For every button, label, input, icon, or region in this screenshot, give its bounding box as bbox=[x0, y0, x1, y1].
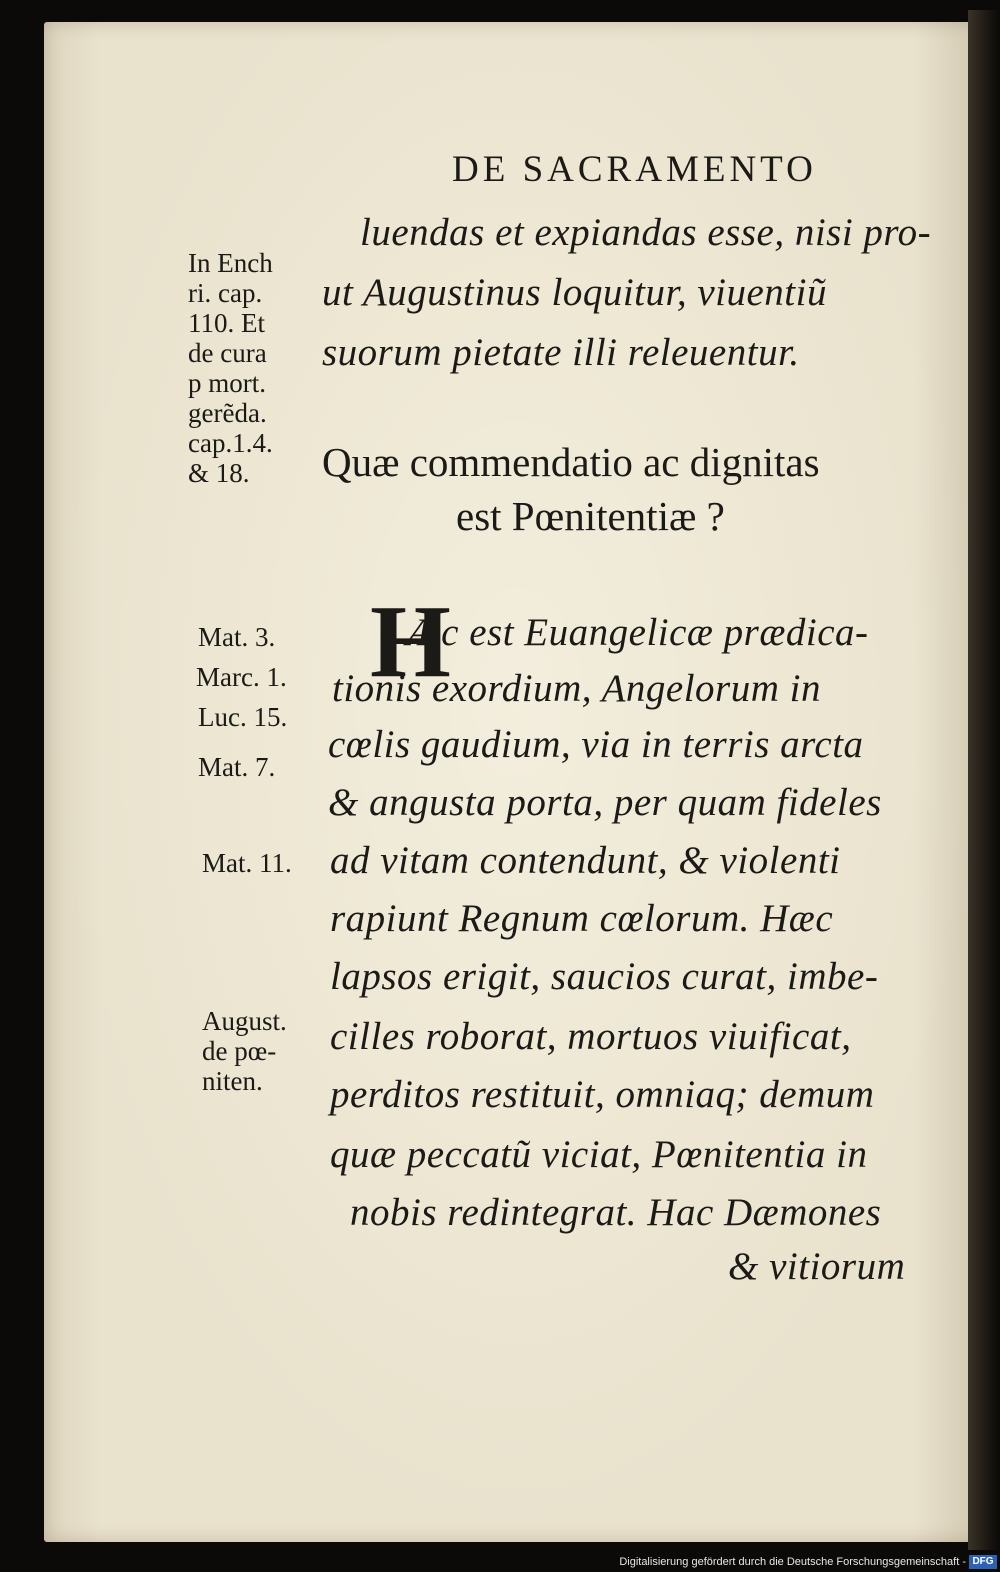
marginal-note-luc15: Luc. 15. bbox=[198, 702, 288, 732]
text-line: ad vitam contendunt, & violenti bbox=[330, 839, 841, 882]
section-heading-line2: est Pœnitentiæ ? bbox=[456, 493, 725, 539]
footer-text: Digitalisierung gefördert durch die Deutsche Forschungsgemeinschaft - bbox=[619, 1556, 966, 1568]
catchword: & vitiorum bbox=[728, 1245, 906, 1288]
marginal-note-mat7: Mat. 7. bbox=[198, 752, 276, 782]
text-line: suorum pietate illi releuentur. bbox=[322, 331, 800, 374]
text-line: quæ peccatũ viciat, Pœnitentia in bbox=[330, 1133, 868, 1176]
book-edge-shadow bbox=[968, 10, 1000, 1550]
text-line: lapsos erigit, saucios curat, imbe- bbox=[330, 955, 879, 998]
text-line: tionis exordium, Angelorum in bbox=[332, 667, 821, 710]
text-line: Æc est Euangelicæ prædica- bbox=[406, 611, 869, 654]
text-line: ut Augustinus loquitur, viuentiũ bbox=[322, 271, 827, 314]
marginal-note-marc1: Marc. 1. bbox=[196, 662, 287, 692]
running-head: DE SACRAMENTO bbox=[452, 149, 817, 190]
marginal-note-mat3: Mat. 3. bbox=[198, 622, 276, 652]
text-line: rapiunt Regnum cœlorum. Hæc bbox=[330, 897, 834, 940]
book-page bbox=[44, 22, 990, 1542]
marginal-note-august: August. de pœ- niten. bbox=[202, 1006, 287, 1096]
section-heading-line1: Quæ commendatio ac dignitas bbox=[322, 439, 820, 485]
footer-credit bbox=[600, 1552, 1000, 1572]
marginal-note-enchiridion: In Ench ri. cap. 110. Et de cura p mort. gerẽda. cap.1.4. & 18. bbox=[188, 248, 273, 488]
text-line: cilles roborat, mortuos viuificat, bbox=[330, 1015, 852, 1058]
drop-cap: H bbox=[370, 584, 451, 699]
text-line: perditos restituit, omniaq; demum bbox=[330, 1073, 875, 1116]
dfg-logo: DFG bbox=[969, 1555, 997, 1569]
marginal-note-mat11: Mat. 11. bbox=[202, 848, 292, 878]
text-line: & angusta porta, per quam fideles bbox=[328, 781, 882, 824]
text-line: cœlis gaudium, via in terris arcta bbox=[328, 723, 864, 766]
text-line: luendas et expiandas esse, nisi pro- bbox=[360, 211, 932, 254]
text-line: nobis redintegrat. Hac Dæmones bbox=[350, 1191, 882, 1234]
